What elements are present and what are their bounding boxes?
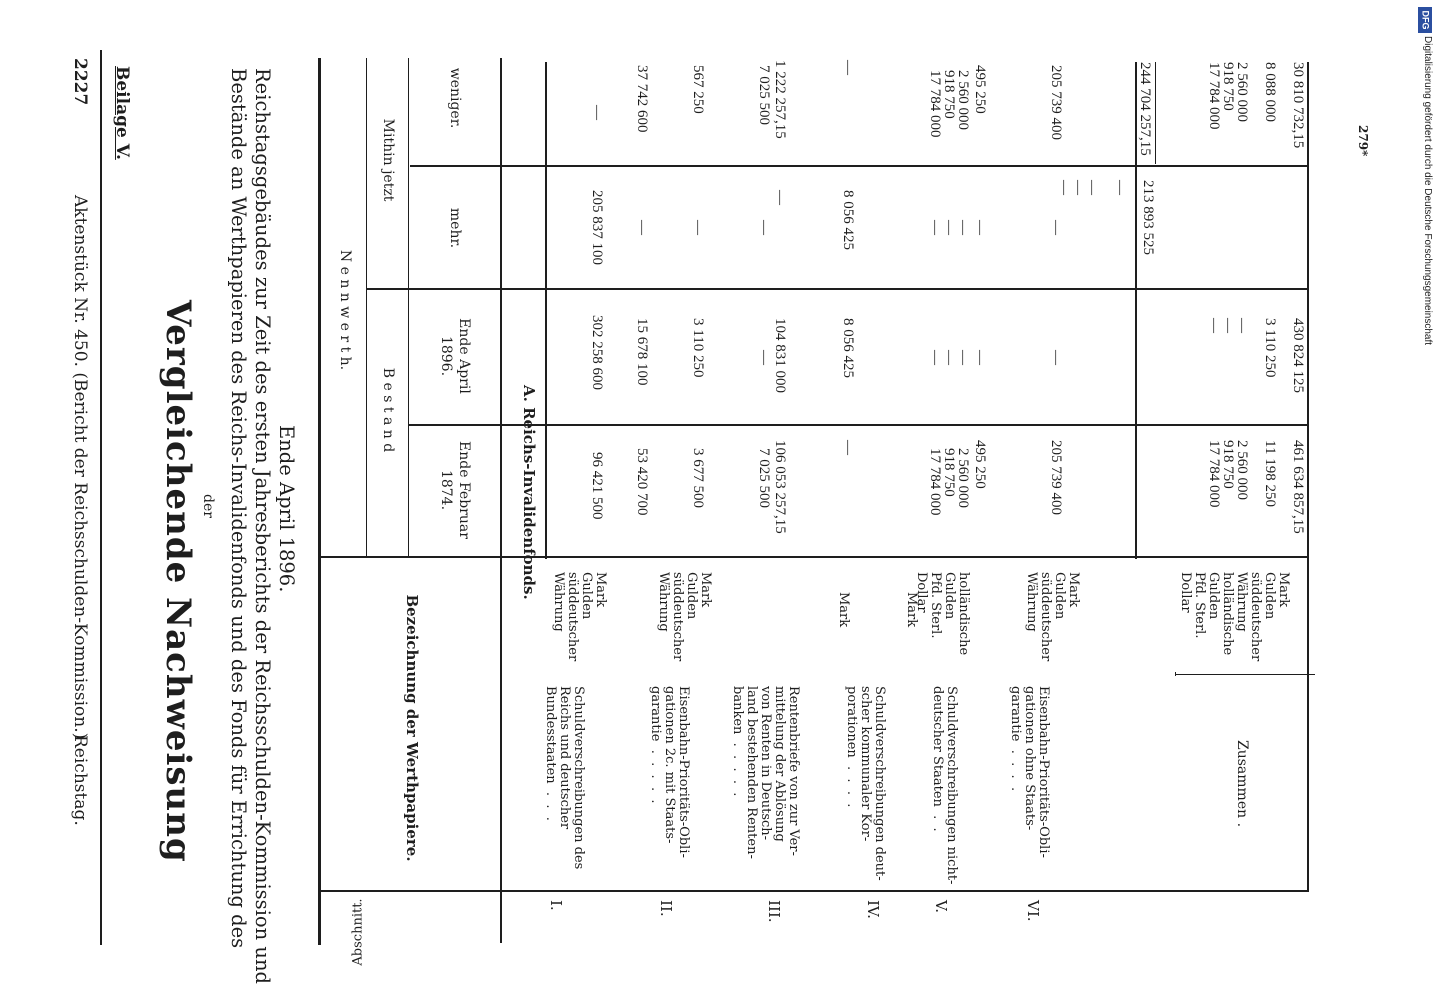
rule-sum-weniger xyxy=(1155,62,1156,164)
document-title: Vergleichende Nachweisung xyxy=(158,300,198,863)
row-number: I. xyxy=(547,900,565,911)
cell-mehr: 8 056 425 — xyxy=(772,190,856,250)
row-units: holländische Gulden Pfd. Sterl. Dollar xyxy=(914,572,971,656)
total-feb1874: 461 634 857,15 11 198 250 2 560 000 918 750 17 784 000 xyxy=(1206,440,1306,534)
cell-mehr: — — xyxy=(634,220,706,235)
cell-apr1896: 302 258 600 xyxy=(589,315,605,390)
total-label: Zusammen . xyxy=(1234,740,1250,828)
dfg-credit: Digitalisierung gefördert durch die Deutsche Forschungsgemeinschaft xyxy=(1422,36,1433,346)
cell-feb1874: 2 560 000 918 750 17 784 000 xyxy=(927,448,971,516)
appendix-label: Beilage V. xyxy=(112,66,132,160)
rule-nennwerth-under xyxy=(366,58,367,558)
cell-feb1874: 3 677 500 53 420 700 xyxy=(634,448,706,516)
cell-mehr: — xyxy=(756,220,772,235)
total-mehr: 213 893 525 — — — — xyxy=(1056,180,1156,255)
rule-abschnitt xyxy=(320,890,1308,892)
cell-feb1874: 205 739 400 495 250 xyxy=(972,440,1064,515)
page-number: 2227 xyxy=(70,58,90,106)
cell-weniger: 567 250 37 742 600 xyxy=(634,65,706,133)
rule-bestand-under xyxy=(408,58,409,558)
row-label: Eisenbahn-Prioritäts-Obli- gationen ohne Staats- garantie . . . . xyxy=(1008,686,1051,858)
cell-weniger: — xyxy=(589,105,605,120)
cell-mehr: — — xyxy=(972,220,1064,235)
cell-apr1896: — — — xyxy=(927,350,971,365)
section-title: A. Reichs-Invalidenfonds. xyxy=(520,385,538,600)
cell-weniger: 2 560 000 918 750 17 784 000 xyxy=(927,70,971,138)
cell-apr1896: 3 110 250 15 678 100 xyxy=(634,318,706,386)
row-label: Schuldverschreibungen deut- scher kommunaler Kor- porationen . . . . xyxy=(844,686,887,881)
cell-weniger: 205 739 400 495 250 xyxy=(972,65,1064,140)
cell-feb1874: — 106 053 257,15 xyxy=(772,440,856,534)
cell-weniger: 7 025 500 xyxy=(756,65,772,125)
row-label: Schuldverschreibungen nicht- deutscher Staaten . . xyxy=(930,686,959,885)
signature-mark: 279* xyxy=(1356,125,1370,157)
header-apr-1896: Ende April 1896. xyxy=(438,318,472,394)
row-number: VI. xyxy=(1024,900,1042,922)
header-left: Reichstag. xyxy=(70,735,90,826)
rule-apr-mehr xyxy=(366,288,1308,290)
header-mehr: mehr. xyxy=(447,207,463,249)
rule-feb-apr xyxy=(408,424,1308,426)
row-number: IV. xyxy=(864,900,882,919)
header-nennwerth: N e n n w e r t h. xyxy=(337,249,353,371)
header-bottom-rule xyxy=(500,58,502,943)
row-units: Mark Gulden süddeutscher Währung xyxy=(656,572,713,662)
row-label: Rentenbriefe von zur Ver- mittelung der Ablösung von Renten in Deutsch- land bestehenden Renten- banken . . . . . xyxy=(730,686,801,859)
header-feb-1874: Ende Februar 1874. xyxy=(438,441,472,539)
row-units: Mark xyxy=(836,592,851,628)
header-abschnitt: Abschnitt. xyxy=(350,898,366,966)
row-units: Mark xyxy=(904,592,919,628)
table-bottom-rule xyxy=(1307,62,1309,892)
row-label: Schuldverschreibungen des Reichs und deutscher Bundesstaaten . . . xyxy=(543,686,586,870)
total-units: Mark Gulden süddeutscher Währung holländische Gulden Pfd. Sterl. Dollar xyxy=(1178,572,1291,662)
header-weniger: weniger. xyxy=(447,67,463,129)
rule-bezeichnung xyxy=(320,556,1308,558)
cell-mehr: — — — xyxy=(927,220,971,235)
rule-rows-start xyxy=(545,62,547,559)
total-weniger: 30 810 732,15 8 088 000 2 560 000 918 750 17 784 000 xyxy=(1206,62,1306,149)
header-bestand: B e s t a n d xyxy=(380,367,396,453)
table-top-rule xyxy=(318,58,321,945)
row-number: V. xyxy=(932,900,950,913)
row-label: Eisenbahn-Prioritäts-Obli- gationen 2c. mit Staats- garantie . . . . . xyxy=(648,686,691,858)
cell-apr1896: — — xyxy=(972,350,1064,365)
total-weniger-sum: 244 704 257,15 xyxy=(1137,62,1153,156)
header-center: Aktenstück Nr. 450. (Bericht der Reichsschulden-Kommission.) xyxy=(70,195,90,740)
total-apr1896: 430 824 125 3 110 250 — — — xyxy=(1206,318,1306,393)
dfg-logo xyxy=(1418,7,1432,33)
cell-mehr: 205 837 100 xyxy=(589,190,605,265)
row-units: Mark Gulden süddeutscher Währung xyxy=(551,572,608,662)
cell-apr1896: 8 056 425 104 831 000 xyxy=(772,318,856,393)
header-bezeichnung: Bezeichnung der Werthpapiere. xyxy=(403,594,421,862)
cell-feb1874: 7 025 500 xyxy=(756,448,772,508)
cell-weniger: — 1 222 257,15 xyxy=(772,60,856,139)
row-number: II. xyxy=(657,900,675,917)
title-der: der xyxy=(200,494,216,518)
dfg-logo-text: DFG xyxy=(1420,10,1430,30)
total-brace-line xyxy=(1175,674,1315,675)
cell-apr1896: — xyxy=(756,350,772,365)
row-units: Mark Gulden süddeutscher Währung xyxy=(1024,572,1081,662)
header-rule xyxy=(100,50,102,945)
title-line-2: Reichstagsgebäudes zur Zeit des ersten Jahresberichts der Reichsschulden-Kommission und xyxy=(251,68,274,985)
row-number: III. xyxy=(765,900,783,923)
cell-feb1874: 96 421 500 xyxy=(589,452,605,520)
title-line-1: Bestände an Werthpapieren des Reichs-Invalidenfonds und des Fonds für Errichtung des xyxy=(227,68,250,949)
title-line-3: Ende April 1896. xyxy=(275,425,298,593)
header-mithin-jetzt: Mithin jetzt xyxy=(380,118,396,202)
